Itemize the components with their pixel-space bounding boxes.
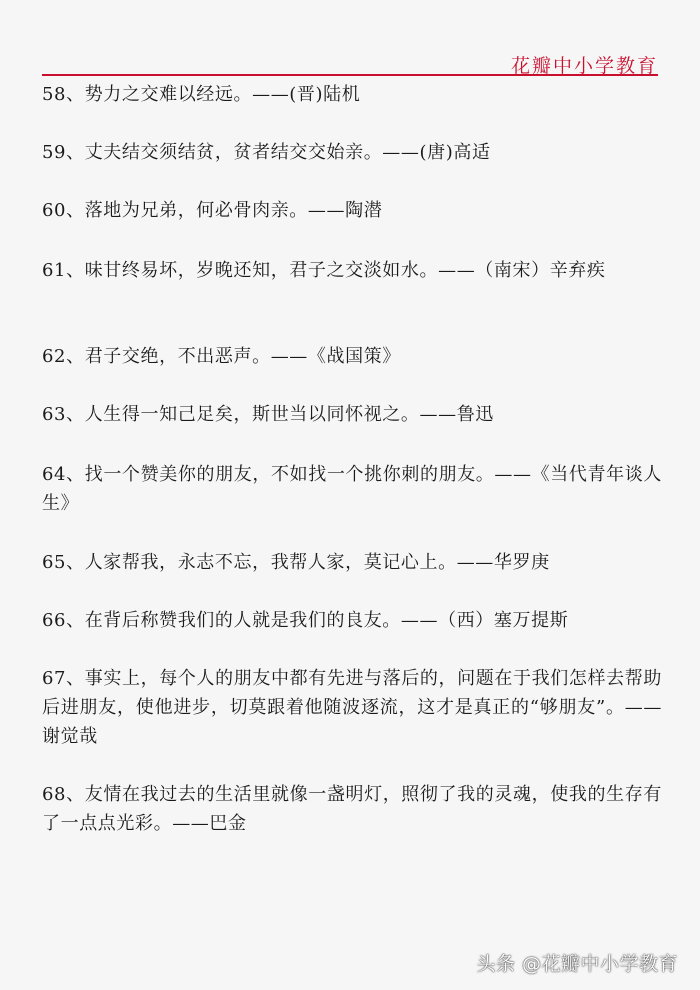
- quote-item-62: 62、君子交绝，不出恶声。——《战国策》: [42, 346, 401, 367]
- quote-item-63: 63、人生得一知己足矣，斯世当以同怀视之。——鲁迅: [42, 404, 494, 425]
- footer-watermark: 头条 @花瓣中小学教育: [476, 953, 678, 975]
- quote-item-68: 68、友情在我过去的生活里就像一盏明灯，照彻了我的灵魂，使我的生存有了一点点光彩。——巴金: [42, 784, 662, 834]
- quote-item-60: 60、落地为兄弟，何必骨肉亲。——陶潜: [42, 200, 383, 221]
- quote-item-58: 58、势力之交难以经远。——(晋)陆机: [42, 84, 361, 105]
- quote-item-64: 64、找一个赞美你的朋友，不如找一个挑你刺的朋友。——《当代青年谈人生》: [42, 464, 662, 514]
- quote-item-67: 67、事实上，每个人的朋友中都有先进与落后的，问题在于我们怎样去帮助后进朋友，使他进步，切莫跟着他随波逐流，这才是真正的“够朋友”。——谢觉哉: [42, 668, 662, 747]
- header-title: 花瓣中小学教育: [510, 55, 658, 77]
- quote-item-65: 65、人家帮我，永志不忘，我帮人家，莫记心上。——华罗庚: [42, 552, 550, 573]
- quote-item-59: 59、丈夫结交须结贫，贫者结交交始亲。——(唐)高适: [42, 142, 491, 163]
- quote-item-66: 66、在背后称赞我们的人就是我们的良友。——（西）塞万提斯: [42, 610, 569, 631]
- quote-item-61: 61、味甘终易坏，岁晚还知，君子之交淡如水。——（南宋）辛弃疾: [42, 260, 606, 281]
- header-divider: [42, 74, 658, 76]
